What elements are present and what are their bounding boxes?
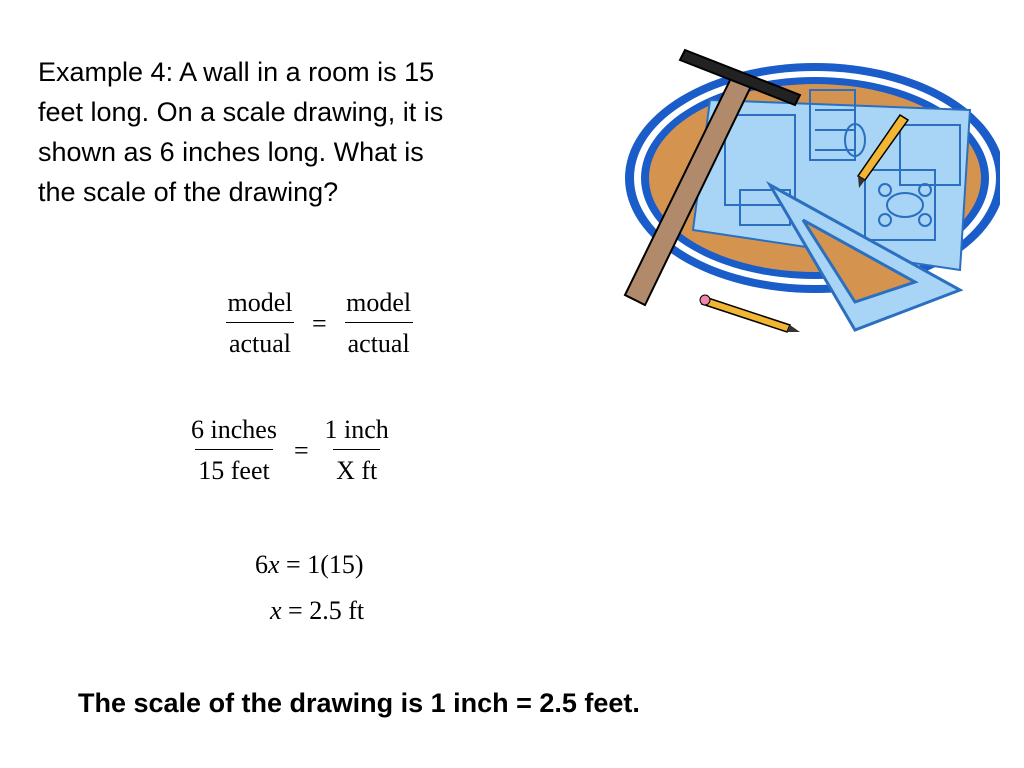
solve-step-2 — [270, 596, 364, 626]
equals-sign: = — [294, 435, 309, 465]
denominator: actual — [226, 322, 294, 359]
blueprint-drafting-tools-icon — [615, 40, 1000, 335]
numerator: model — [346, 288, 412, 317]
proportion-setup — [184, 415, 395, 486]
numerator: 1 inch — [324, 415, 389, 444]
variable: x — [268, 550, 280, 579]
variable: x — [270, 596, 282, 625]
fraction-right — [337, 288, 421, 359]
equals-sign: = — [312, 308, 327, 338]
denominator: 15 feet — [195, 449, 272, 486]
problem-statement — [38, 52, 578, 212]
fraction-left — [184, 415, 284, 486]
fraction-right — [319, 415, 395, 486]
coefficient: 6 — [255, 550, 268, 579]
expression: = 1(15) — [279, 550, 364, 579]
numerator: model — [227, 288, 293, 317]
problem-line-2: feet long. On a scale drawing, it is — [38, 97, 444, 127]
denominator: actual — [345, 322, 413, 359]
proportion-definition — [218, 288, 421, 359]
solve-step-1 — [255, 550, 364, 580]
problem-line-1: Example 4: A wall in a room is 15 — [38, 57, 435, 87]
problem-line-3: shown as 6 inches long. What is — [38, 137, 424, 167]
expression: = 2.5 ft — [281, 596, 365, 625]
denominator: X ft — [333, 449, 380, 486]
fraction-left — [218, 288, 302, 359]
answer-statement: The scale of the drawing is 1 inch = 2.5 feet. — [78, 688, 640, 718]
problem-line-4: the scale of the drawing? — [38, 177, 339, 207]
numerator: 6 inches — [191, 415, 277, 444]
